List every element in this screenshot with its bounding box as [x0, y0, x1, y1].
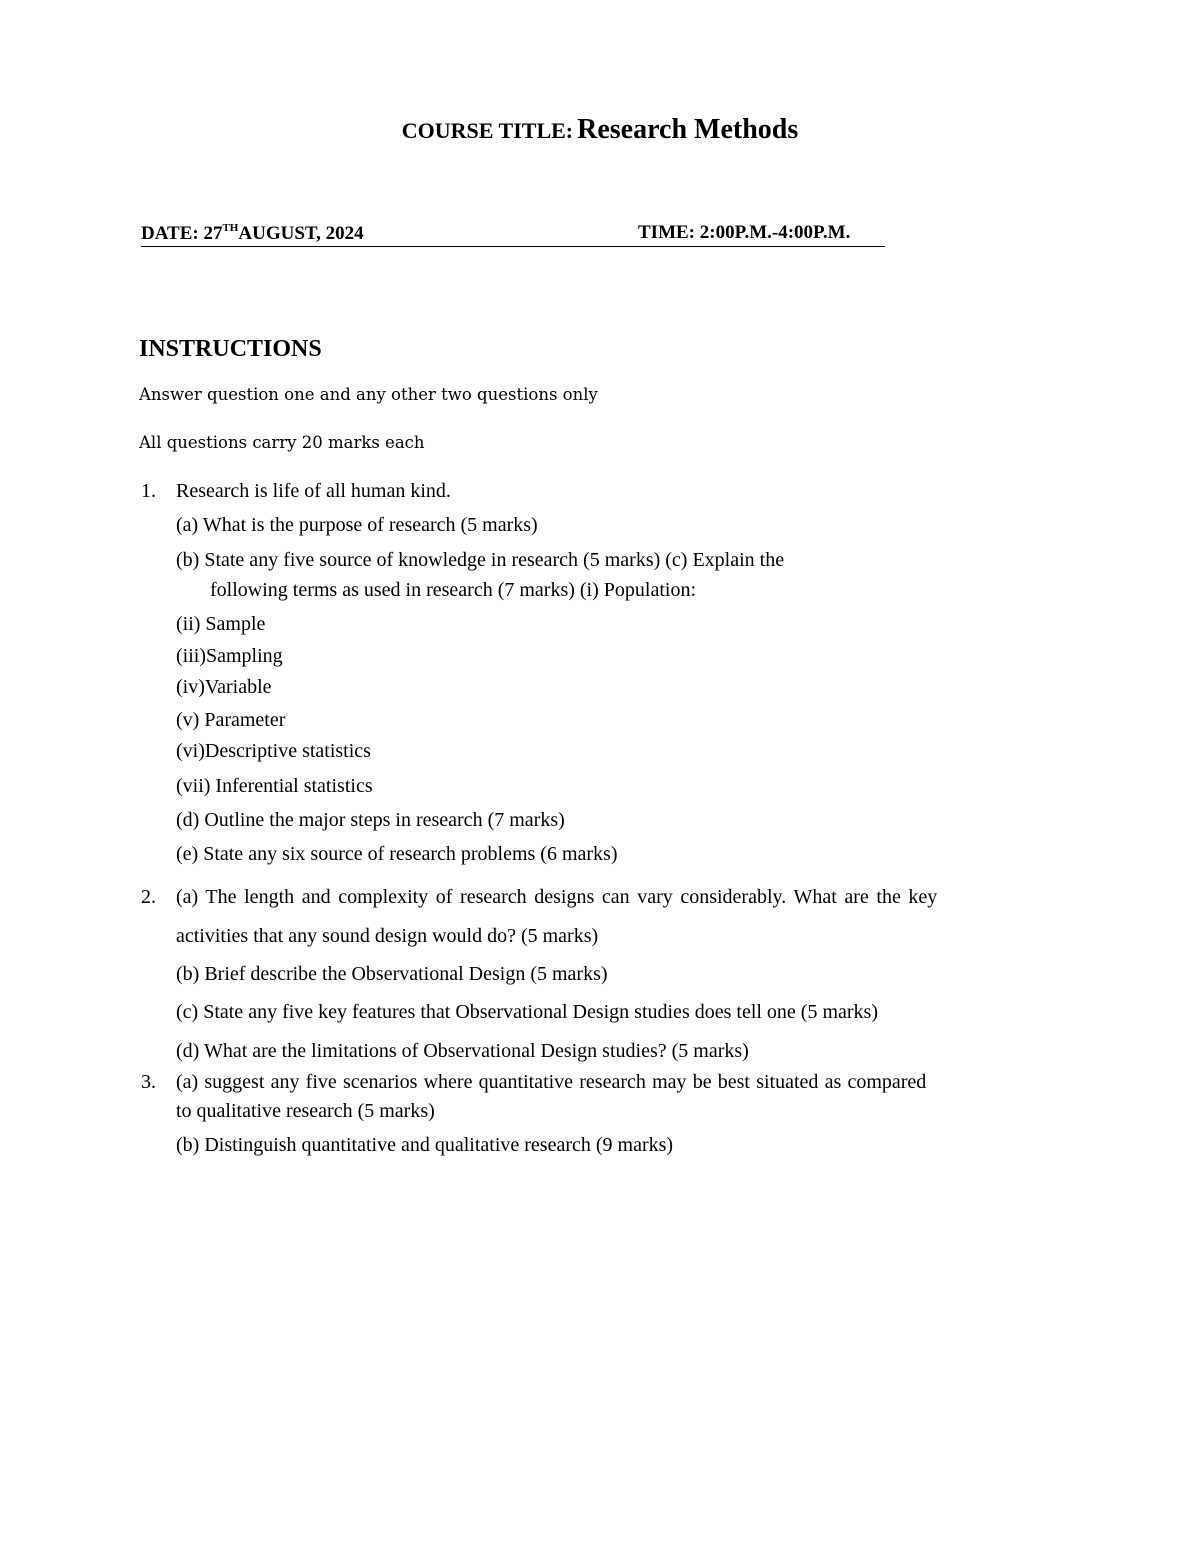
question-line: (vii) Inferential statistics — [176, 775, 373, 797]
course-title-value: Research Methods — [577, 114, 799, 145]
question-line: activities that any sound design would do? (5 marks) — [176, 925, 599, 947]
question-line: to qualitative research (5 marks) — [176, 1100, 435, 1122]
question-line: (a) The length and complexity of research designs can vary considerably. What are the key — [176, 886, 938, 908]
date-label: DATE: 27 — [141, 223, 223, 244]
question-line: (b) State any five source of knowledge in research (5 marks) (c) Explain the — [176, 549, 785, 571]
question-line: (d) What are the limitations of Observational Design studies? (5 marks) — [176, 1040, 749, 1062]
question-line: (e) State any six source of research problems (6 marks) — [176, 843, 618, 865]
question-line: following terms as used in research (7 marks) (i) Population: — [210, 579, 696, 601]
question-line: (b) Brief describe the Observational Design (5 marks) — [176, 963, 608, 985]
question-line: (d) Outline the major steps in research (7 marks) — [176, 809, 565, 831]
course-title-label: COURSE TITLE: — [401, 118, 574, 143]
date-time-line — [141, 222, 885, 247]
question-line: (b) Distinguish quantitative and qualitative research (9 marks) — [176, 1134, 674, 1156]
question-line: (c) State any five key features that Observational Design studies does tell one (5 marks) — [176, 1001, 879, 1023]
question-line: Research is life of all human kind. — [176, 480, 451, 502]
course-title — [0, 114, 1200, 146]
question-line: (ii) Sample — [176, 613, 266, 635]
question-line: (iv)Variable — [176, 676, 272, 698]
question-line: (iii)Sampling — [176, 645, 283, 667]
instruction-line: All questions carry 20 marks each — [139, 433, 425, 452]
question-line: (a) suggest any five scenarios where quantitative research may be best situated as compared — [176, 1071, 927, 1093]
question-number: 3. — [141, 1071, 156, 1093]
instruction-line: Answer question one and any other two questions only — [139, 385, 598, 404]
question-number: 2. — [141, 886, 156, 908]
question-line: (v) Parameter — [176, 709, 286, 731]
question-line: (a) What is the purpose of research (5 marks) — [176, 514, 538, 536]
question-line: (vi)Descriptive statistics — [176, 740, 371, 762]
question-number: 1. — [141, 480, 156, 502]
exam-date — [141, 222, 364, 245]
instructions-heading: INSTRUCTIONS — [139, 336, 322, 362]
exam-time: TIME: 2:00P.M.-4:00P.M. — [638, 222, 851, 243]
date-superscript: TH — [222, 222, 239, 234]
date-month-year: AUGUST, 2024 — [238, 223, 364, 244]
